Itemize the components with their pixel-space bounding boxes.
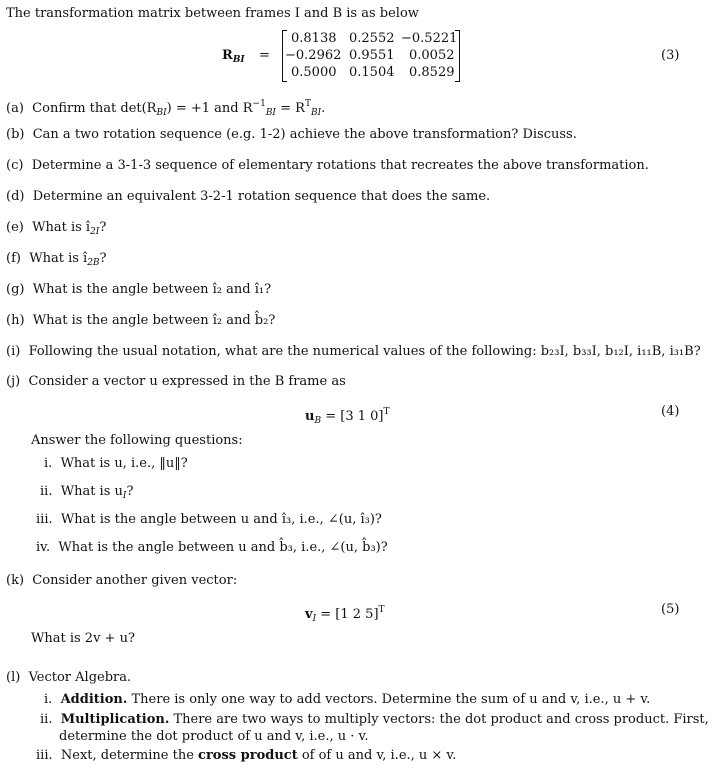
equation-number-3: (3) [661, 48, 680, 63]
subquestion-j-ii: ii. What is $u_I$? [40, 484, 134, 501]
subquestion-l-ii-line2: determine the dot product of u and v, i.e., u · v. [59, 729, 369, 744]
matrix-cell: 0.0052 [409, 48, 455, 63]
part-a: (a) Confirm that $\det(R_{BI}) = +1$ and $R^{-1}_{BI} = R^T_{BI}$. [6, 99, 326, 118]
matrix-lhs: $R_{BI}$ [222, 48, 245, 65]
part-e: (e) What is $î_{2I}$? [6, 220, 107, 237]
subquestion-j-iv: iv. What is the angle between u and b̂₃, i.e., ∠(u, b̂₃)? [36, 540, 388, 555]
equation-5: $v_I = [1$ 2 5]$^T$ [305, 605, 385, 624]
part-h: (h) What is the angle between î₂ and b̂₂? [6, 313, 276, 328]
matrix-cell: 0.2552 [349, 31, 395, 46]
matrix-cell: 0.8529 [409, 65, 455, 80]
transformation-matrix [282, 30, 460, 82]
matrix-cell: 0.5000 [291, 65, 337, 80]
part-c: (c) Determine a 3-1-3 sequence of elementary rotations that recreates the above transformation. [6, 158, 649, 173]
part-k: (k) Consider another given vector: [6, 573, 238, 588]
part-j: (j) Consider a vector u expressed in the B frame as [6, 374, 346, 389]
subquestion-j-i: i. What is u, i.e., ‖u‖? [44, 456, 188, 471]
part-g: (g) What is the angle between î₂ and î₁? [6, 282, 272, 297]
part-l: (l) Vector Algebra. [6, 670, 132, 685]
subquestion-l-iii: iii. Next, determine the cross product of of u and v, i.e., u × v. [36, 748, 457, 763]
equation-4: $u_B = [3$ 1 0]$^T$ [305, 407, 390, 426]
what-is-2v-plus-u: What is 2v + u? [31, 631, 135, 646]
matrix-cell: 0.8138 [291, 31, 337, 46]
matrix-cell: 0.9551 [349, 48, 395, 63]
equation-number-5: (5) [661, 602, 680, 617]
part-i: (i) Following the usual notation, what are the numerical values of the following: b₂₃I, b₃₃I, b₁₂I, i₁₁B, i₃₁B? [6, 344, 701, 359]
equation-number-4: (4) [661, 404, 680, 419]
answer-following-label: Answer the following questions: [31, 433, 243, 448]
matrix-cell: 0.1504 [349, 65, 395, 80]
matrix-cell: −0.2962 [285, 48, 342, 63]
subquestion-l-i: i. Addition. There is only one way to add vectors. Determine the sum of u and v, i.e., u + v. [44, 692, 651, 707]
intro-text: The transformation matrix between frames I and B is as below [6, 6, 419, 21]
matrix-cell: −0.5221 [401, 31, 458, 46]
part-d: (d) Determine an equivalent 3-2-1 rotation sequence that does the same. [6, 189, 491, 204]
matrix-equals: = [259, 48, 270, 63]
subquestion-l-ii: ii. Multiplication. There are two ways to multiply vectors: the dot product and cross product. First, [40, 712, 709, 727]
part-b: (b) Can a two rotation sequence (e.g. 1-2) achieve the above transformation? Discuss. [6, 127, 577, 142]
subquestion-j-iii: iii. What is the angle between u and î₃, i.e., ∠(u, î₃)? [36, 512, 382, 527]
part-f: (f) What is $î_{2B}$? [6, 251, 107, 268]
